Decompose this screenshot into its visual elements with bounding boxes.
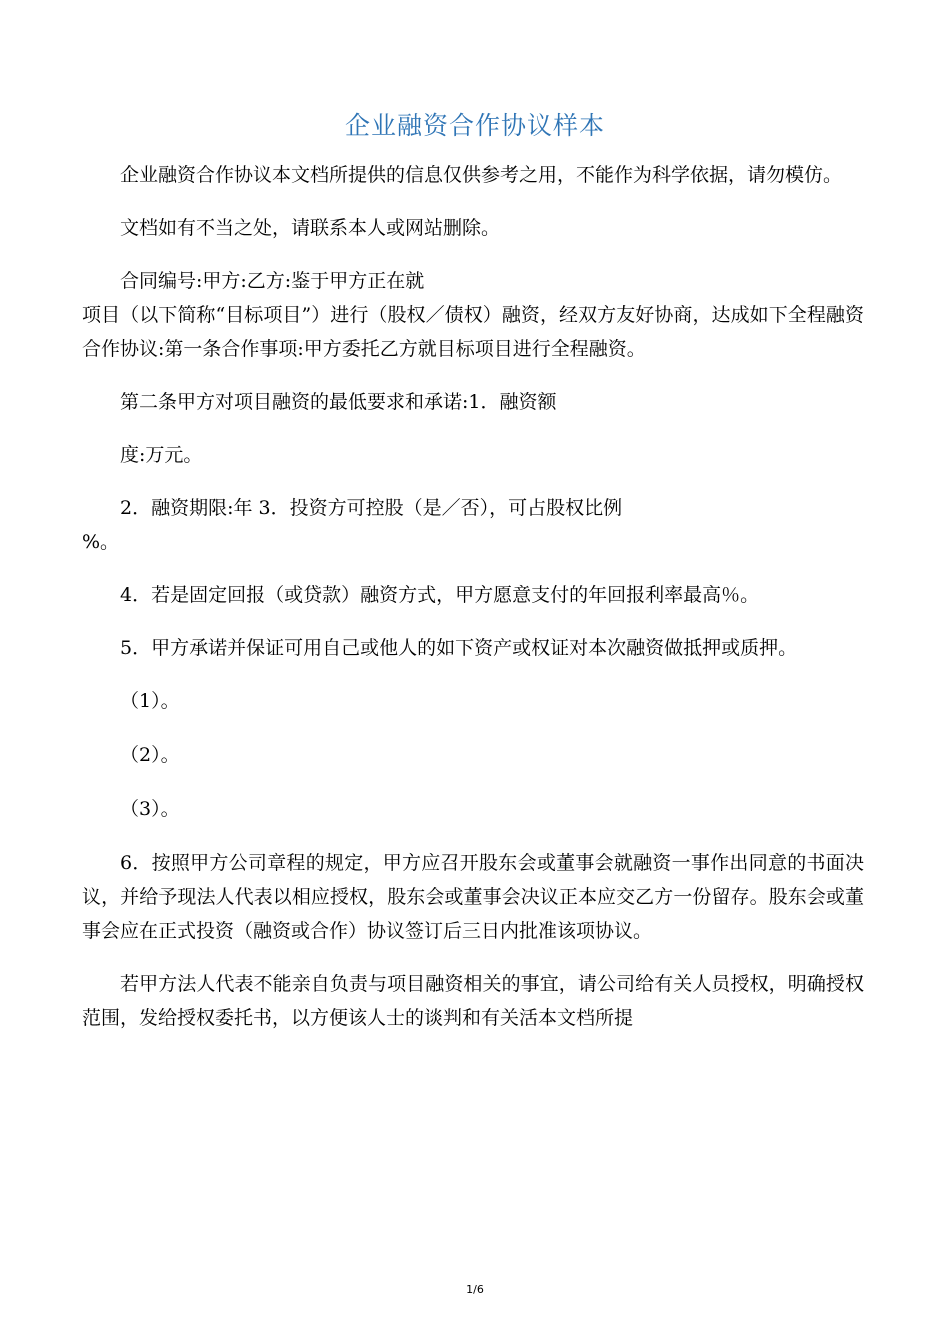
paragraph-article-1: 项目（以下简称“目标项目”）进行（股权／债权）融资，经双方友好协商，达成如下全程融资合作协议:第一条合作事项:甲方委托乙方就目标项目进行全程融资。 (82, 304, 864, 360)
list-item: （3）。 (120, 798, 180, 820)
paragraph-interest-rate: 4．若是固定回报（或贷款）融资方式，甲方愿意支付的年回报利率最高％。 (120, 584, 760, 606)
paragraph-disclaimer: 企业融资合作协议本文档所提供的信息仅供参考之用，不能作为科学依据，请勿模仿。 (120, 164, 843, 186)
document-title: 企业融资合作协议样本 (344, 111, 605, 140)
paragraph-board-resolution: 6．按照甲方公司章程的规定，甲方应召开股东会或董事会就融资一事作出同意的书面决议，并给予现法人代表以相应授权，股东会或董事会决议正本应交乙方一份留存。股东会或董事会应在正式投资（融资或合作）协议签订后三日内批准该项协议。 (82, 852, 864, 942)
list-item: （1）。 (120, 690, 180, 712)
paragraph-term-and-control: 2．融资期限:年 3．投资方可控股（是／否），可占股权比例 (120, 497, 623, 519)
paragraph-amount-unit: 度:万元。 (120, 444, 203, 466)
paragraph-contract-header: 合同编号:甲方:乙方:鉴于甲方正在就 (120, 270, 425, 292)
paragraph-authorization: 若甲方法人代表不能亲自负责与项目融资相关的事宜，请公司给有关人员授权，明确授权范围，发给授权委托书，以方便该人士的谈判和有关活本文档所提 (82, 973, 864, 1029)
document-body (82, 158, 864, 1054)
list-item: （2）。 (120, 744, 180, 766)
paragraph-article-2: 第二条甲方对项目融资的最低要求和承诺:1．融资额 (120, 391, 557, 413)
paragraph-removal-notice: 文档如有不当之处，请联系本人或网站删除。 (120, 217, 501, 239)
page-number: 1/6 (466, 1283, 484, 1296)
paragraph-collateral: 5．甲方承诺并保证可用自己或他人的如下资产或权证对本次融资做抵押或质押。 (120, 637, 798, 659)
paragraph-percent: %。 (82, 531, 120, 553)
